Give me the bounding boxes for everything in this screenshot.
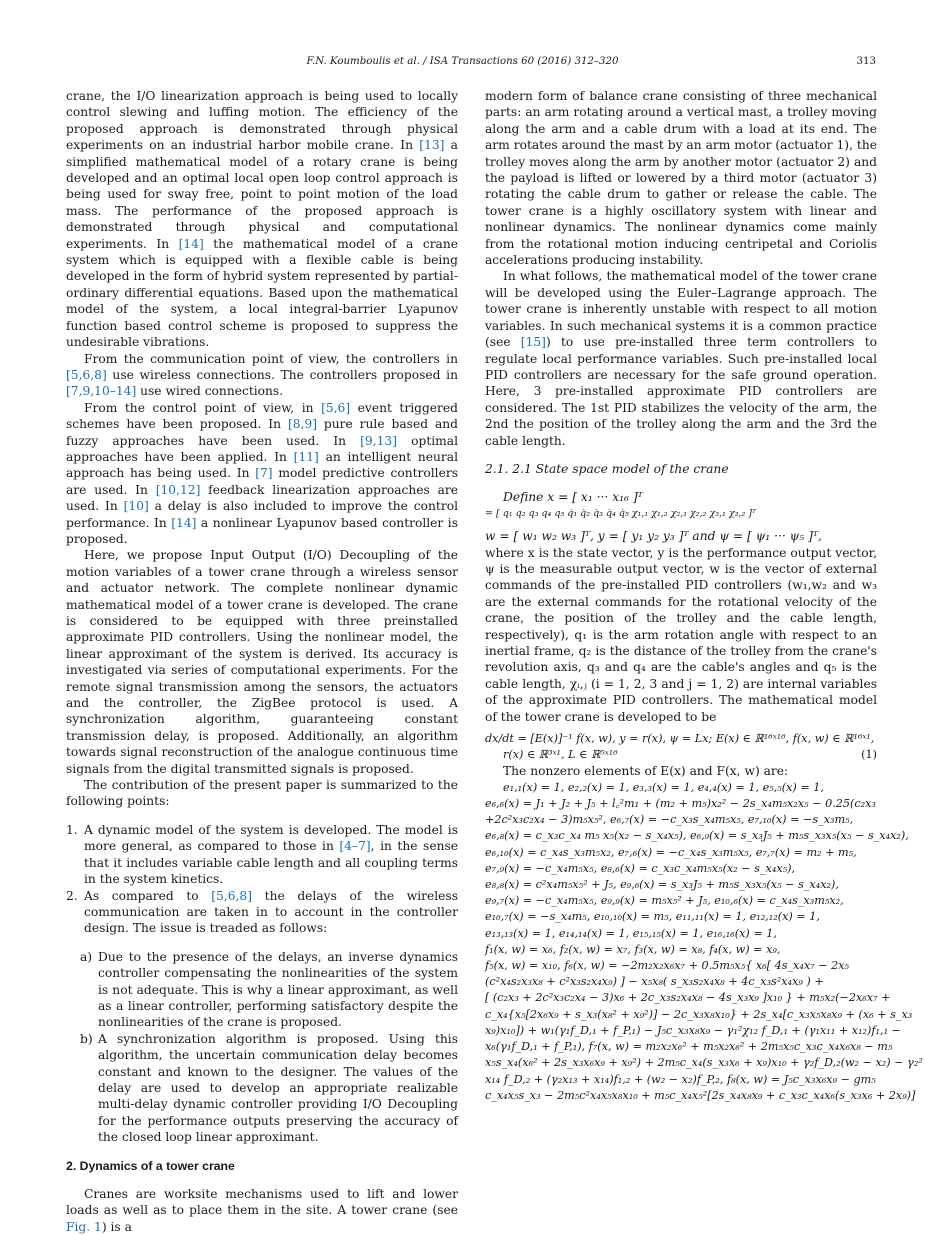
right-column <box>485 88 923 1104</box>
equation-line: f₅(x, w) = x₁₀, f₆(x, w) = −2m₂x₂x₆x₇ + 0.5m₅x₅{ x₆[ 4s_x₄x₇ − 2x₅ <box>485 959 850 973</box>
citation-link[interactable]: [5,6,8] <box>211 888 253 903</box>
paragraph: crane, the I/O linearization approach is being used to locally control slewing and luffing motion. The efficiency of the proposed approach is demonstrated through physical experiments on an industrial harbor mobile crane. In [13] a simplified mathematical model of a rotary crane is being developed and an optimal local open loop control approach is being used for sway free, point to point motion of the load mass. The performance of the proposed approach is demonstrated through physical and computational experiments. In [14] the mathematical model of a crane system which is equipped with a flexible cable is being developed in the form of hybrid system represented by partial-ordinary differential equations. Based upon the mathematical model of the system, a local integral-barrier Lyapunov function based control scheme is proposed to suppress the undesirable vibrations. <box>66 89 458 350</box>
paragraph: The contribution of the present paper is summarized to the following points: <box>66 778 458 809</box>
paragraph: The nonzero elements of E(x) and F(x, w) are: <box>503 764 789 779</box>
citation-link[interactable]: [8,9] <box>287 417 317 432</box>
section-heading: 2. Dynamics of a tower crane <box>66 1158 235 1173</box>
paragraph: Cranes are worksite mechanisms used to lift and lower loads as well as to place them in the site. A tower crane (see Fig. 1) is a <box>66 1187 458 1234</box>
equation-line: x₁₄ f_D,₂ + (γ₂x₁₃ + x₁₄)f₁,₂ + (w₂ − x₂)f_P,₂, f₈(x, w) = J₅c_x₃x₆x₉ − gm₅ <box>485 1072 876 1086</box>
contribution-list <box>66 822 458 937</box>
paragraph: where x is the state vector, y is the performance output vector, ψ is the measurable output vector, w is the vector of external commands of the pre-installed PID controllers (w₁,w₂ and w₃ are the external commands for the rotational velocity of the crane, the position of the trolley and the cable length, respectively), q₁ is the arm rotation angle with respect to an inertial frame, q₂ is the distance of the trolley from the crane's revolution axis, q₃ and q₄ are the cable's angles and q₅ is the cable length, χᵢ,ⱼ (i = 1, 2, 3 and j = 1, 2) are internal variables of the approximate PID controllers. The mathematical model of the tower crane is developed to be <box>485 545 877 724</box>
figure-link[interactable]: Fig. 1 <box>66 1219 102 1234</box>
equation-number: (1) <box>861 748 877 762</box>
citation-link[interactable]: [7] <box>255 466 273 481</box>
model-equations <box>485 780 923 1104</box>
equation-line: e₆,₆(x) = J₁ + J₂ + J₅ + l꜀²m₁ + (m₂ + m₅)x₂² − 2s_x₄m₅x₂x₅ − 0.25(c₂x₃ <box>485 797 876 811</box>
equation-line: c_x₄{x₅[2x₆x₉ + s_x₃(x₈² + x₉²)] − 2c_x₃x₈x₁₀} + 2s_x₄[c_x₃x₅x₈x₉ + (x₆ + s_x₃ <box>485 1007 913 1021</box>
equation-line: dx/dt = [E(x)]⁻¹ f(x, w), y = r(x), ψ = Lx; E(x) ∈ ℝ¹⁶ˣ¹⁶, f(x, w) ∈ ℝ¹⁶ˣ¹, <box>485 732 875 746</box>
equation-line: e₁₃,₁₃(x) = 1, e₁₄,₁₄(x) = 1, e₁₅,₁₅(x) = 1, e₁₆,₁₆(x) = 1, <box>485 926 777 940</box>
equation-line: x₅s_x₄(x₆² + 2s_x₃x₆x₉ + x₉²) + 2m₅c_x₄(s_x₃x₆ + x₉)x₁₀ + γ₂f_D,₂(w₂ − x₂) − γ₂² <box>485 1056 923 1070</box>
equation-line: x₆(γ₁f_D,₁ + f_P,₁), f₇(x, w) = m₂x₂x₆² + m₅x₂x₆² + 2m₅x₅c_x₃c_x₄x₆x₈ − m₅ <box>485 1040 893 1054</box>
subsection-heading: 2.1. 2.1 State space model of the crane <box>485 461 729 476</box>
citation-link[interactable]: [14] <box>171 515 197 530</box>
citation-link[interactable]: [7,9,10–14] <box>66 384 137 399</box>
equation-line: e₆,₈(x) = c_x₃c_x₄ m₅ x₅(x₂ − s_x₄x₅), e₆,₉(x) = s_x₃J₅ + m₅s_x₃x₅(x₅ − s_x₄x₂), <box>485 829 909 843</box>
equation-line: e₁,₁(x) = 1, e₂,₂(x) = 1, e₃,₃(x) = 1, e₄,₄(x) = 1, e₅,₅(x) = 1, <box>503 780 824 794</box>
paragraph: modern form of balance crane consisting of three mechanical parts: an arm rotating around a vertical mast, a trolley moving along the arm and a cable drum with a load at its end. The arm rotates around the mast by an arm motor (actuator 1), the trolley moves along the arm by another motor (actuator 2) and the payload is lifted or lowered by a third motor (actuator 3) rotating the cable drum to gather or release the cable. The tower crane is a highly oscillatory system with linear and nonlinear dynamics. The nonlinear dynamics come mainly from the rotational motion inducing centripetal and Coriolis accelerations producing instability. <box>485 89 877 268</box>
paragraph: From the control point of view, in [5,6] event triggered schemes have been proposed. In [8,9] pure rule based and fuzzy approaches have been used. In [9,13] optimal approaches have been applied. In [11] an intelligent neural approach has being used. In [7] model predictive controllers are used. In [10,12] feedback linearization approaches are used. In [10] a delay is also included to improve the control performance. In [14] a nonlinear Lyapunov based controller is proposed. <box>66 400 459 546</box>
citation-link[interactable]: [15] <box>520 335 546 350</box>
list-item: b) A synchronization algorithm is proposed. Using this algorithm, the uncertain communication delay becomes constant and known to the designer. The values of the delay are used to develop an appropriate realizable multi-delay dynamic controller providing I/O Decoupling for the performance outputs preserving the accuracy of the closed loop linear approximant. <box>80 1031 458 1145</box>
citation-link[interactable]: [10,12] <box>155 482 201 497</box>
equation-line: [ (c₂x₃ + 2c²x₃c₂x₄ − 3)x₆ + 2c_x₃s₂x₄x₈ − 4s_x₃x₉ ]x₁₀ } + m₅x₂(−2x₆x₇ + <box>485 991 891 1005</box>
equation-line: f₁(x, w) = x₆, f₂(x, w) = x₇, f₃(x, w) = x₈, f₄(x, w) = x₉, <box>485 942 781 956</box>
list-item: a) Due to the presence of the delays, an inverse dynamics controller compensating the nonlinearities of the system is not adequate. This is why a linear approximant, as well as a linear controller, performing satisfactory despite the nonlinearities of the crane is proposed. <box>80 949 458 1030</box>
vectors-line: w = [ w₁ w₂ w₃ ]ᵀ, y = [ y₁ y₂ y₃ ]ᵀ and ψ = [ ψ₁ ··· ψ₅ ]ᵀ, <box>485 529 822 544</box>
paragraph: From the communication point of view, the controllers in [5,6,8] use wireless connections. The controllers proposed in [7,9,10–14] use wired connections. <box>66 351 458 399</box>
sub-list <box>66 949 458 1146</box>
citation-link[interactable]: [11] <box>293 449 319 464</box>
equation-line: e₈,₈(x) = c²x₄m₅x₅² + J₅, e₉,₆(x) = s_x₃J₅ + m₅s_x₃x₅(x₅ − s_x₄x₂), <box>485 878 839 892</box>
running-header <box>0 56 925 72</box>
equation-line: e₇,₉(x) = −c_x₄m₅x₅, e₈,₆(x) = c_x₃c_x₄m₅x₅(x₂ − s_x₄x₅), <box>485 861 796 875</box>
citation-link[interactable]: [10] <box>123 499 149 514</box>
citation-link[interactable]: [4–7] <box>339 839 371 854</box>
citation-link[interactable]: [13] <box>419 138 445 153</box>
equation-line: (1) r(x) ∈ ℝ³ˣ¹, L ∈ ℝ⁵ˣ¹⁶ <box>485 747 877 763</box>
equation-1 <box>485 731 877 763</box>
list-item: 1. A dynamic model of the system is developed. The model is more general, as compared to those in [4–7], in the sense that it includes variable cable length and all coupling terms in the system kinetics. <box>66 822 458 887</box>
equation-line: e₆,₁₀(x) = c_x₄s_x₃m₅x₂, e₇,₆(x) = −c_x₄s_x₃m₅x₅, e₇,₇(x) = m₂ + m₅, <box>485 845 857 859</box>
equation-line: +2c²x₃c₂x₄ − 3)m₅x₅², e₆,₇(x) = −c_x₃s_x₄m₅x₅, e₇,₁₀(x) = −s_x₃m₅, <box>485 813 854 827</box>
equation-line: e₉,₇(x) = −c_x₄m₅x₅, e₉,₉(x) = m₅x₅² + J₅, e₁₀,₆(x) = c_x₄s_x₃m₅x₂, <box>485 894 844 908</box>
equation-line: e₁₀,₇(x) = −s_x₄m₅, e₁₀,₁₀(x) = m₅, e₁₁,₁₁(x) = 1, e₁₂,₁₂(x) = 1, <box>485 910 820 924</box>
citation-link[interactable]: [5,6] <box>321 400 351 415</box>
equation-line: c_x₄x₅s_x₃ − 2m₅c²x₄x₅x₈x₁₀ + m₅c_x₄x₅²[2s_x₄x₈x₉ + c_x₃c_x₄x₆(s_x₃x₆ + 2x₉)] <box>485 1088 916 1102</box>
equation-line: x₉)x₁₀]) + w₁(γ₁f_D,₁ + f_P,₁) − J₅c_x₃x₈x₉ − γ₁²χ₁₂ f_D,₁ + (γ₁x₁₁ + x₁₂)f₁,₁ − <box>485 1023 901 1037</box>
paragraph: Here, we propose Input Output (I/O) Decoupling of the motion variables of a tower crane through a wireless sensor and actuator network. The complete nonlinear dynamic mathematical model of a tower crane is developed. The crane is considered to be equipped with three preinstalled approximate PID controllers. Using the nonlinear model, the linear approximant of the system is derived. Its accuracy is investigated via series of computational experiments. For the remote signal transmission among the sensors, the actuators and the controller, the ZigBee protocol is used. A synchronization algorithm, guaranteeing constant transmission delay, is proposed. Additionally, an algorithm towards signal reconstruction of the analogue continuous time signals from the digital transmitted signals is proposed. <box>66 548 458 776</box>
list-item: 2. As compared to [5,6,8] the delays of the wireless communication are taken in to account in the controller design. The issue is treaded as follows: <box>66 888 458 936</box>
citation-link[interactable]: [9,13] <box>360 433 397 448</box>
define-line: Define x = [ x₁ ··· x₁₆ ]ᵀ <box>503 490 643 505</box>
left-column <box>66 88 458 1235</box>
running-title: F.N. Koumboulis et al. / ISA Transactions 60 (2016) 312–320 <box>306 56 619 67</box>
citation-link[interactable]: [5,6,8] <box>66 367 107 382</box>
equation-line: (c²x₄s₂x₃x₈ + c²x₃s₂x₄x₉) ] − x₅x₈( s_x₃s₂x₄x₈ + 4c_x₃s²x₄x₉ ) + <box>485 975 824 989</box>
paragraph: In what follows, the mathematical model of the tower crane will be developed using the Euler–Lagrange approach. The tower crane is inherently unstable with respect to all motion variables. In such mechanical systems it is a common practice (see [15]) to use pre-installed three term controllers to regulate local performance variables. Such pre-installed local PID controllers are necessary for the safe ground operation. Here, 3 pre-installed approximate PID controllers are considered. The 1st PID stabilizes the velocity of the arm, the 2nd the position of the trolley along the arm and the 3rd the cable length. <box>485 269 877 448</box>
page-number: 313 <box>856 56 876 67</box>
state-vector: = [ q₁ q₂ q₃ q₄ q₅ q̇₁ q̇₂ q̇₃ q̇₄ q̇₅ χ₁,₁ χ₁,₂ χ₂,₁ χ₂,₂ χ₃,₁ χ₃,₂ ]ᵀ <box>485 507 756 519</box>
citation-link[interactable]: [14] <box>178 236 204 251</box>
